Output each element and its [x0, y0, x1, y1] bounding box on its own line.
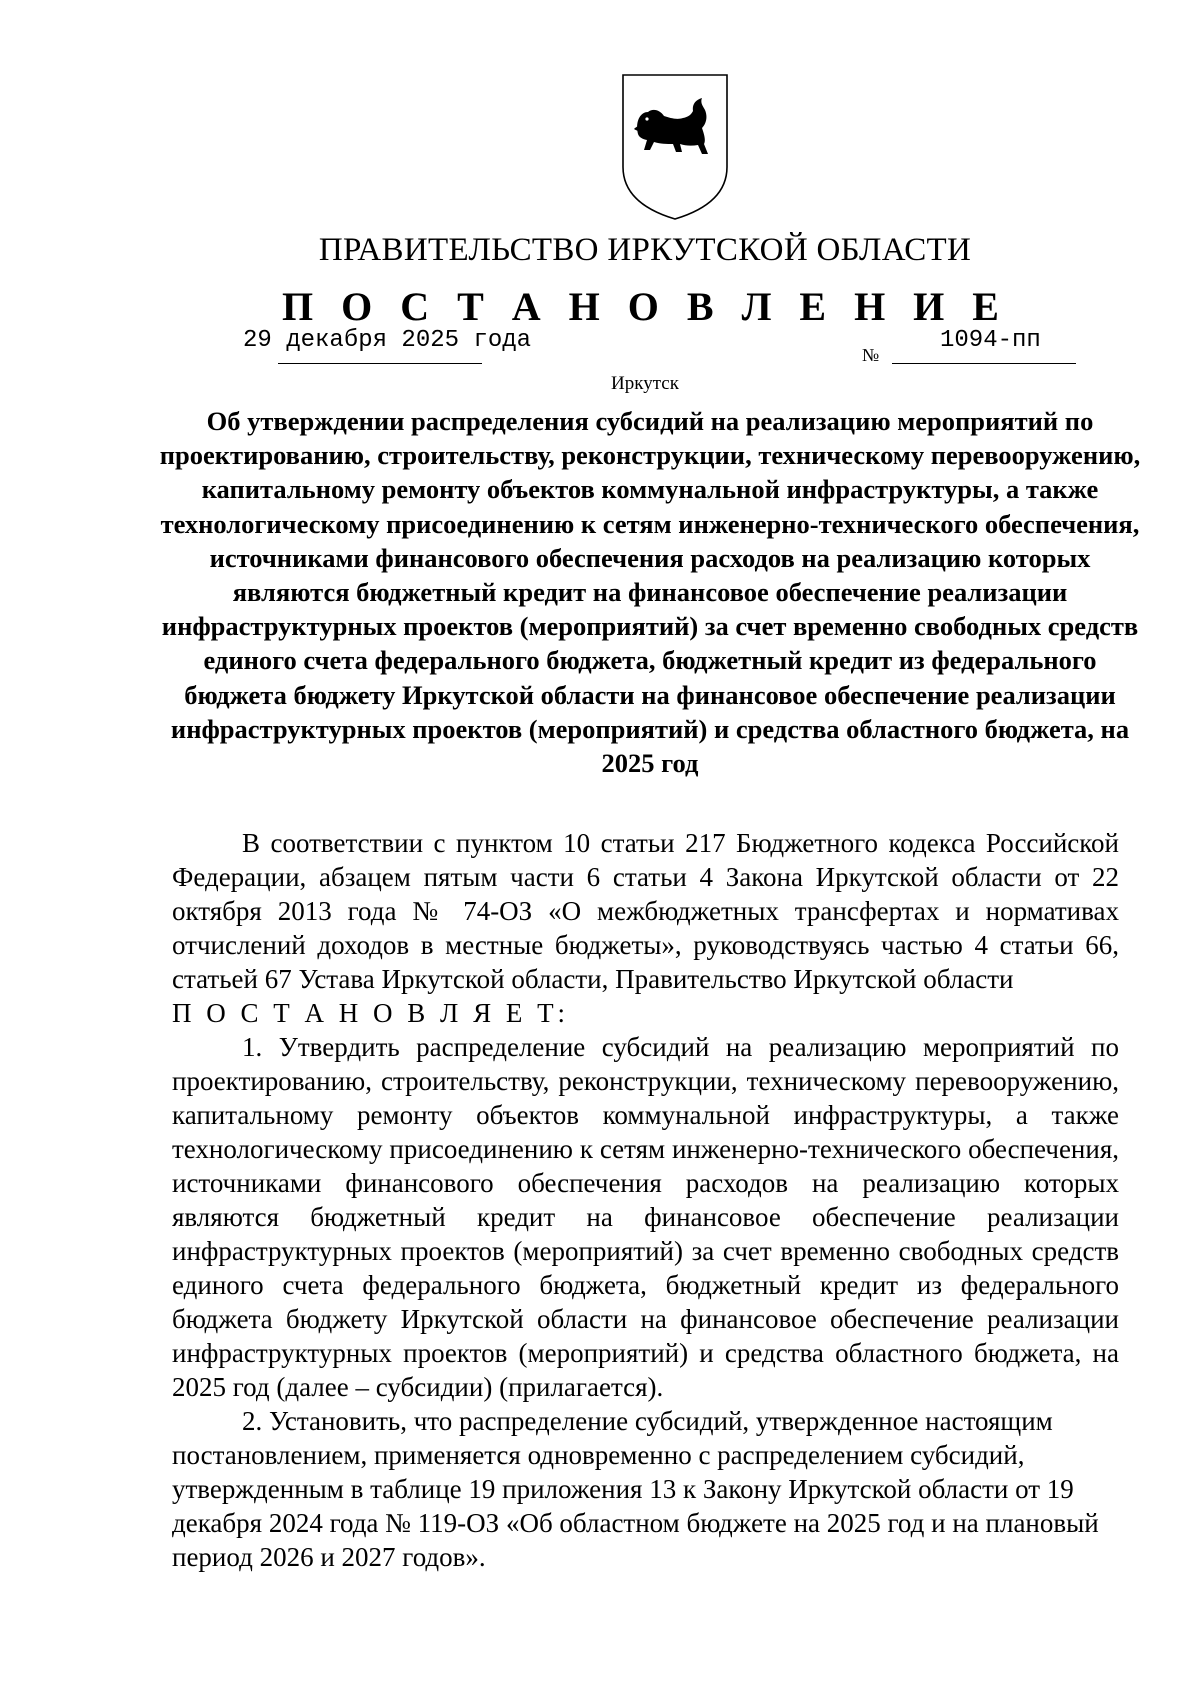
coat-of-arms-icon [620, 72, 730, 222]
document-date: 29 декабря 2025 года [243, 327, 532, 354]
item-2-paragraph: 2. Установить, что распределение субсидий, утвержденное настоящим постановлением, применяется одновременно с распределением субсидий, утвержденным в таблице 19 приложения 13 к Закону Иркутской области от 19 декабря 2024 года № 119-ОЗ «Об областном бюджете на 2025 год и на плановый период 2026 и 2027 годов». [172, 1406, 1099, 1572]
city-name: Иркутск [611, 373, 679, 394]
preamble-paragraph: В соответствии с пунктом 10 статьи 217 Бюджетного кодекса Российской Федерации, абзацем пятым части 6 статьи 4 Закона Иркутской области от 22 октября 2013 года № 74-ОЗ «О межбюджетных трансфертах и нормативах отчислений доходов в местные бюджеты», руководствуясь частью 4 статьи 66, статьей 67 Устава Иркутской области, Правительство Иркутской области [172, 828, 1119, 994]
government-title: ПРАВИТЕЛЬСТВО ИРКУТСКОЙ ОБЛАСТИ [318, 232, 972, 268]
document-heading: Об утверждении распределения субсидий на реализацию мероприятий по проектированию, строительству, реконструкции, техническому перевооружению, капитальному ремонту объектов коммунальной инфраструктуры, а также технологическому присоединению к сетям инженерно-технического обеспечения, источниками финансового обеспечения расходов на реализацию которых являются бюджетный кредит на финансовое обеспечение реализации инфраструктурных проектов (мероприятий) за счет временно свободных средств единого счета федерального бюджета, бюджетный кредит из федерального бюджета бюджету Иркутской области на финансовое обеспечение реализации инфраструктурных проектов (мероприятий) и средства областного бюджета, на 2025 год [159, 406, 1141, 779]
decree-word: П О С Т А Н О В Л Я Е Т: [172, 998, 570, 1028]
document-body [172, 826, 1119, 1574]
item-1-paragraph: 1. Утвердить распределение субсидий на реализацию мероприятий по проектированию, строительству, реконструкции, техническому перевооружению, капитальному ремонту объектов коммунальной инфраструктуры, а также технологическому присоединению к сетям инженерно-технического обеспечения, источниками финансового обеспечения расходов на реализацию которых являются бюджетный кредит на финансовое обеспечение реализации инфраструктурных проектов (мероприятий) за счет временно свободных средств единого счета федерального бюджета, бюджетный кредит из федерального бюджета бюджету Иркутской области на финансовое обеспечение реализации инфраструктурных проектов (мероприятий) и средства областного бюджета, на 2025 год (далее – субсидии) (прилагается). [172, 1032, 1119, 1402]
date-underline [278, 363, 482, 364]
document-number: 1094-пп [940, 327, 1041, 354]
document-type-heading: П О С Т А Н О В Л Е Н И Е [282, 284, 1008, 329]
number-sign: № [862, 345, 880, 365]
number-underline [892, 363, 1076, 364]
